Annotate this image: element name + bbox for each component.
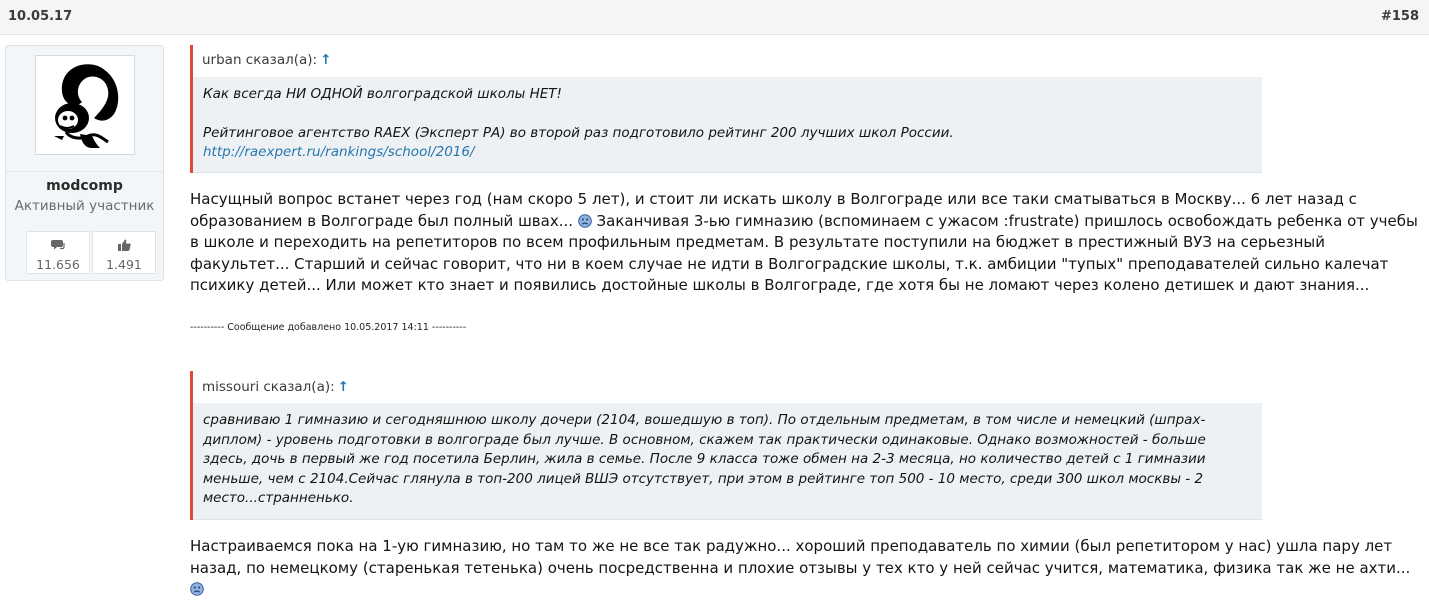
messages-count: 11.656 <box>36 257 80 272</box>
stat-likes[interactable] <box>92 231 156 274</box>
user-card-divider <box>6 171 163 172</box>
quote-author <box>202 52 331 68</box>
quote-author-name: urban сказал(а): <box>202 52 318 68</box>
quote-text: Рейтинговое агентство RAEX (Эксперт РА) во второй раз подготовило рейтинг 200 лучших школ России. <box>203 124 954 141</box>
merged-post-note: ---------- Сообщение добавлено 10.05.2017 14:11 ---------- <box>190 322 467 333</box>
post-header <box>0 0 1429 35</box>
user-card <box>5 45 164 281</box>
sad-smiley-icon <box>578 214 592 228</box>
quote-link[interactable]: http://raexpert.ru/rankings/school/2016/ <box>203 144 475 160</box>
username[interactable]: modcomp <box>46 178 123 194</box>
post-date: 10.05.17 <box>8 9 73 24</box>
speech-bubble-icon <box>51 239 65 251</box>
quote-jump-arrow[interactable]: ↑ <box>337 379 349 395</box>
skunk-avatar-icon <box>36 56 134 154</box>
message-text: Насущный вопрос встанет через год (нам скоро 5 лет), и стоит ли искать школу в Волгограде или все таки сматываться в Москву... 6 лет назад с образованием в Волгограде был полный швах... <box>190 190 1357 230</box>
stat-messages[interactable] <box>26 231 90 274</box>
post-message <box>190 536 1420 601</box>
likes-count: 1.491 <box>106 257 142 272</box>
quote-jump-arrow[interactable]: ↑ <box>320 52 332 68</box>
quote-author-name: missouri сказал(а): <box>202 379 335 395</box>
message-text: Заканчивая 3-ью гимназию (вспоминаем с ужасом :frustrate) пришлось освобождать ребенка от учебы в школе и переходить на репетиторов по всем профильным предметам. В результате поступили на бюджет в престижный ВУЗ на серьезный факультет... Старший и сейчас говорит, что ни в коем случае не идти в Волгоградские школы, т.к. амбиции "тупых" преподавателей сильно калечат психику детей... Или может кто знает и появились достойные школы в Волгограде, где хотя бы не ломают через колено детишек и дают знания... <box>190 211 1418 294</box>
post-message <box>190 189 1420 297</box>
avatar[interactable] <box>35 55 135 155</box>
quote-box <box>193 403 1262 520</box>
thumbs-up-icon <box>118 239 131 251</box>
quote-text: Как всегда НИ ОДНОЙ волгоградской школы НЕТ! <box>203 86 562 102</box>
quote-author <box>202 379 349 395</box>
message-text: Настраиваемся пока на 1-ую гимназию, но там то же не все так радужно... хороший преподаватель по химии (был репетитором у нас) ушла пару лет назад, по немецкому (старенькая тетенька) очень посредственна и плохие отзывы у тех кто у ней сейчас учится, математика, физика так же не ахти... <box>190 537 1411 577</box>
sad-smiley-icon <box>190 582 204 596</box>
quote-text: сравниваю 1 гимназию и сегодняшнюю школу дочери (2104, вошедшую в топ). По отдельным предметам, в том числе и немецкий (шпрах-диплом) - уровень подготовки в волгограде был лучше. В основном, скажем так практически одинаковые. Однако возможностей - больше здесь, дочь в первый же год посетила Берлин, жила в семье. После 9 класса тоже обмен на 2-3 месяца, но количество детей с 1 гимназии меньше, чем с 2104.Сейчас глянула в топ-200 лицей ВШЭ отсутствует, при этом в рейтинге топ 500 - 10 место, среди 300 школ москвы - 2 место...странненько. <box>203 412 1206 506</box>
user-title: Активный участник <box>14 198 155 214</box>
quote-box <box>193 77 1262 173</box>
post-permalink[interactable]: #158 <box>1380 9 1419 24</box>
